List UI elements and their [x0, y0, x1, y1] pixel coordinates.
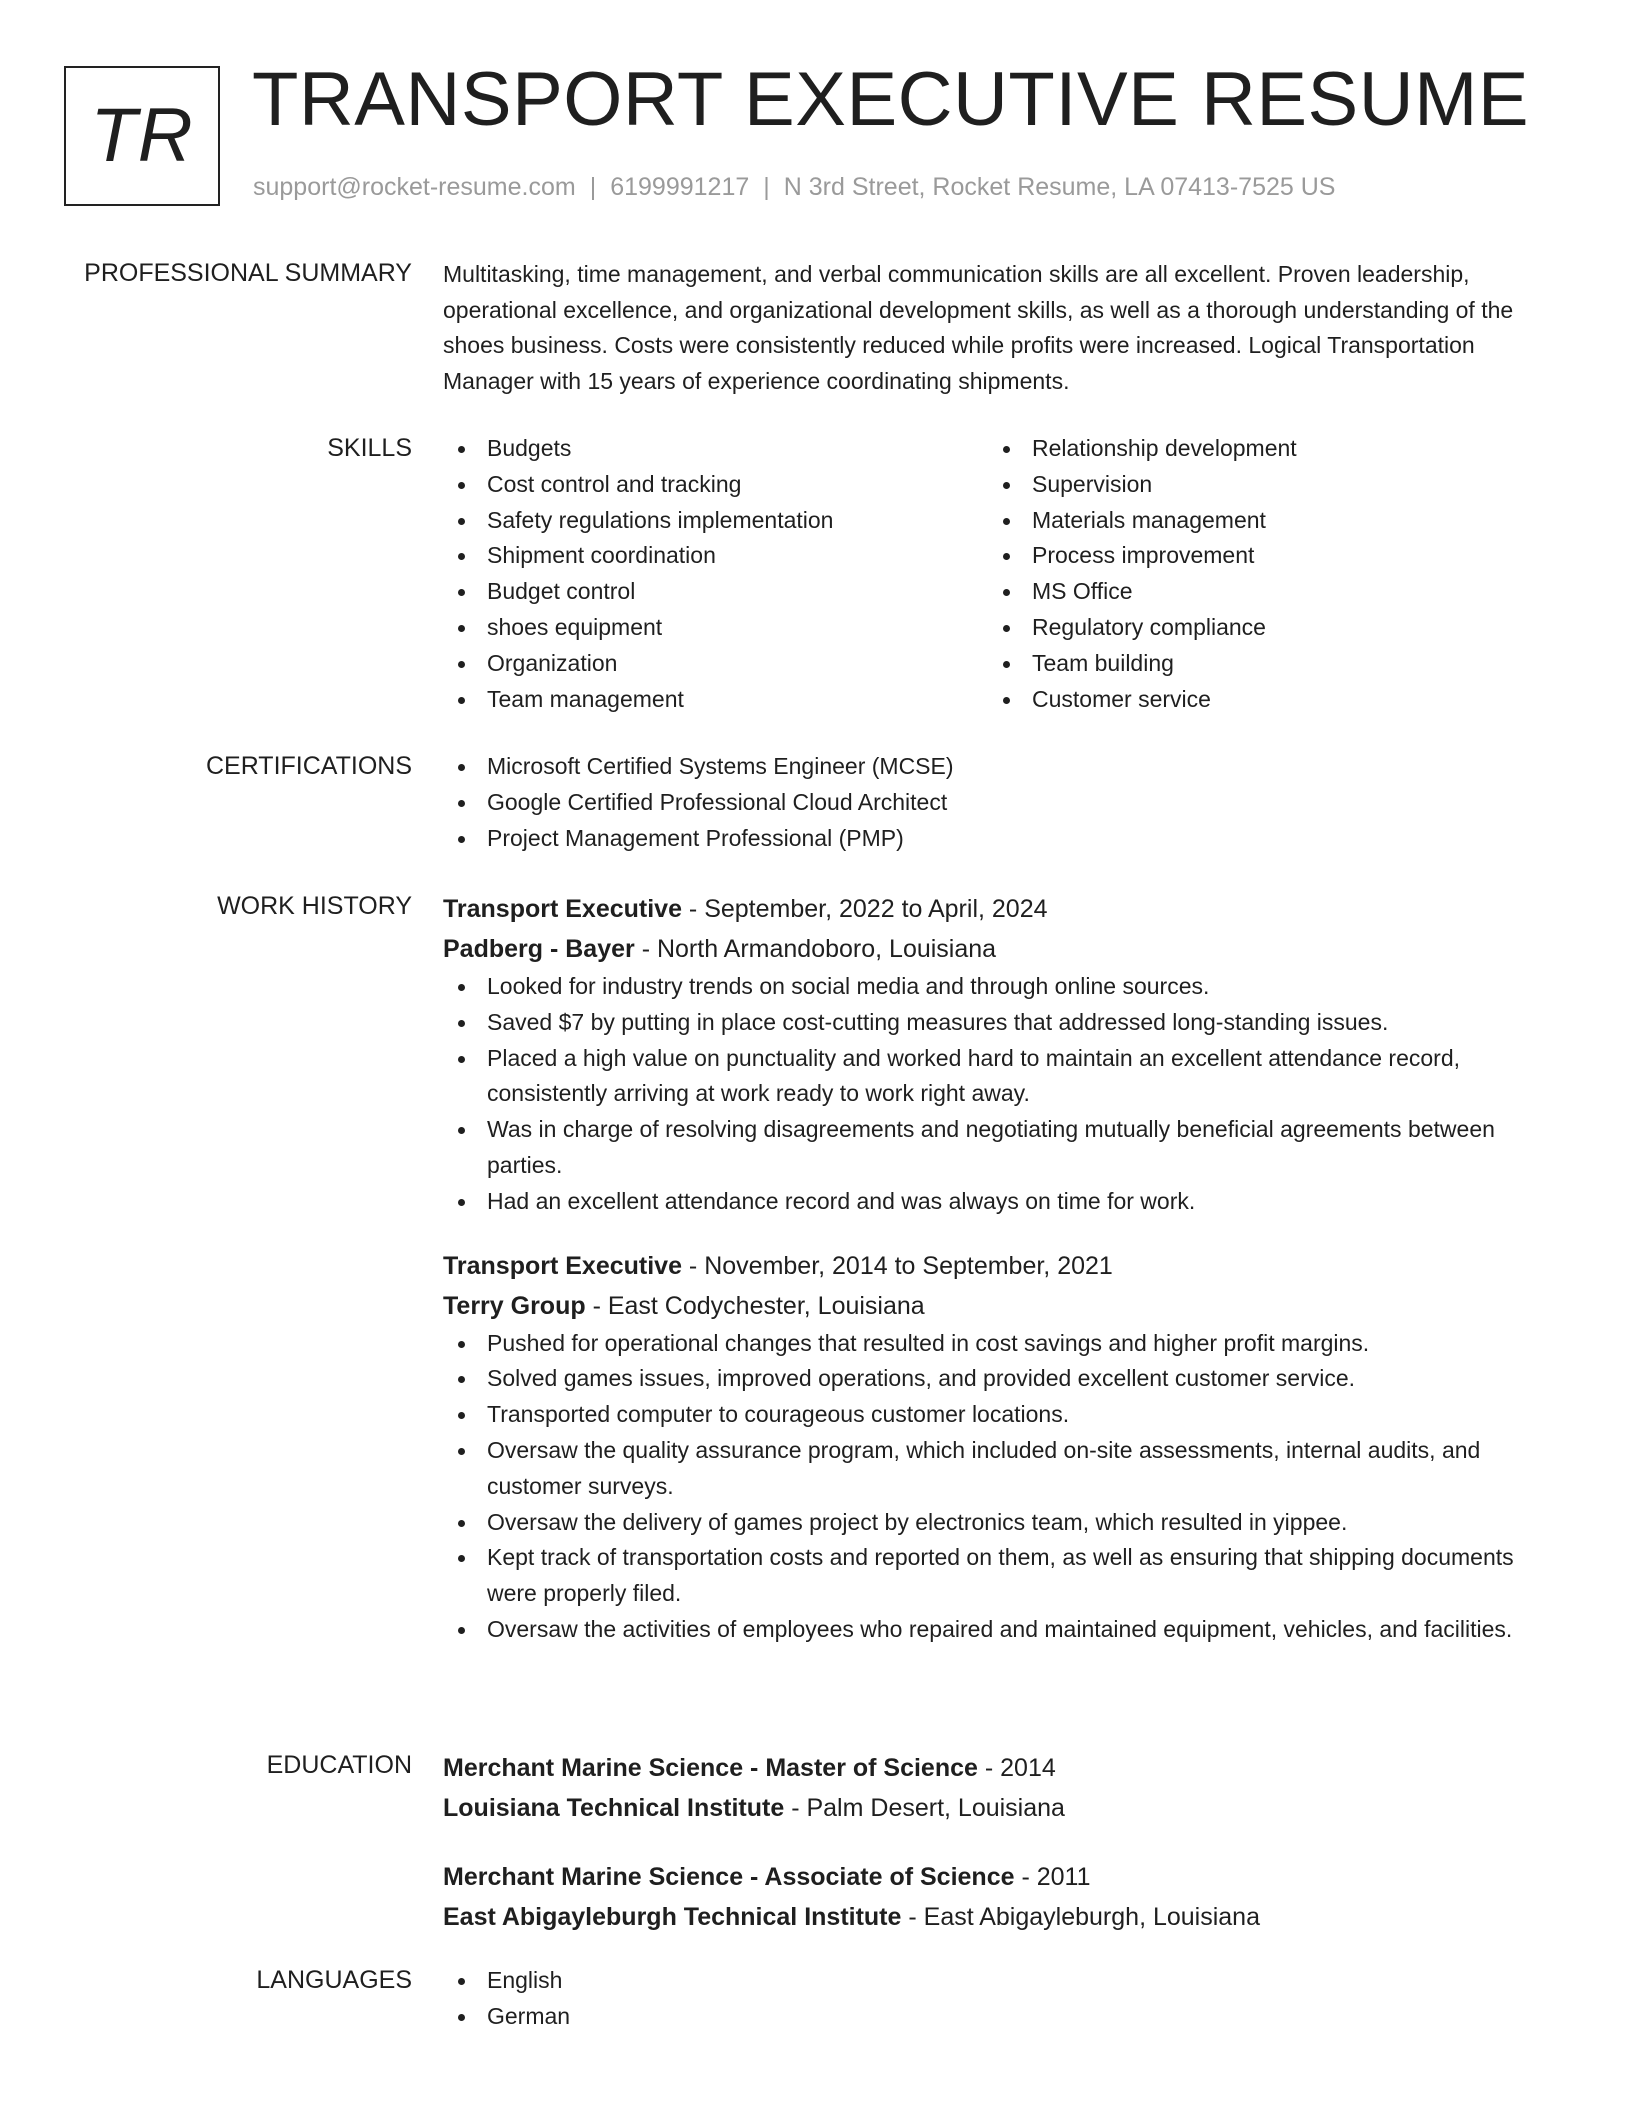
skill-item: Team building	[988, 646, 1533, 682]
education-degree: Merchant Marine Science - Associate of Science	[443, 1863, 1015, 1891]
job-bullet: Oversaw the quality assurance program, which included on-site assessments, internal audits, and customer surveys.	[443, 1433, 1568, 1505]
skill-item: Budget control	[443, 574, 988, 610]
skill-item: Relationship development	[988, 431, 1533, 467]
skill-item: Safety regulations implementation	[443, 503, 988, 539]
skill-item: Customer service	[988, 682, 1533, 718]
job-company-line	[443, 1286, 1568, 1326]
skill-item: Supervision	[988, 467, 1533, 503]
skill-item: Budgets	[443, 431, 988, 467]
job-company-line	[443, 929, 1568, 969]
job-bullet: Transported computer to courageous customer locations.	[443, 1397, 1568, 1433]
skills-list-right	[988, 431, 1533, 717]
certifications-list	[443, 749, 1568, 856]
education-school: Louisiana Technical Institute	[443, 1794, 785, 1822]
job-bullets	[443, 969, 1568, 1220]
job-company: Terry Group	[443, 1291, 586, 1320]
education-location: - Palm Desert, Louisiana	[784, 1794, 1065, 1822]
job-entry	[443, 1246, 1568, 1648]
skill-item: Cost control and tracking	[443, 467, 988, 503]
job-bullet: Oversaw the delivery of games project by electronics team, which resulted in yippee.	[443, 1505, 1568, 1541]
education-school-line	[443, 1897, 1568, 1937]
education-school: East Abigayleburgh Technical Institute	[443, 1903, 902, 1931]
job-bullets	[443, 1326, 1568, 1648]
contact-email[interactable]: support@rocket-resume.com	[253, 173, 576, 201]
job-title: Transport Executive	[443, 1251, 682, 1280]
skill-item: MS Office	[988, 574, 1533, 610]
job-company: Padberg - Bayer	[443, 935, 635, 963]
contact-line	[253, 173, 1335, 202]
job-entry	[443, 889, 1568, 1220]
job-dates: - September, 2022 to April, 2024	[681, 895, 1048, 923]
language-item: German	[443, 1999, 1568, 2035]
job-bullet: Had an excellent attendance record and was always on time for work.	[443, 1184, 1568, 1220]
certification-item: Microsoft Certified Systems Engineer (MCSE)	[443, 749, 1568, 785]
job-bullet: Looked for industry trends on social media and through online sources.	[443, 969, 1568, 1005]
section-label-skills: SKILLS	[327, 434, 412, 462]
education-year: - 2014	[977, 1754, 1056, 1782]
skills-list-left	[443, 431, 988, 717]
education-year: - 2011	[1014, 1863, 1091, 1891]
language-item: English	[443, 1963, 1568, 1999]
contact-separator: |	[763, 173, 770, 201]
section-label-summary: PROFESSIONAL SUMMARY	[84, 259, 412, 287]
section-label-work-history: WORK HISTORY	[217, 892, 412, 920]
education-entry	[443, 1857, 1568, 1937]
skill-item: shoes equipment	[443, 610, 988, 646]
languages-list	[443, 1963, 1568, 2035]
job-bullet: Solved games issues, improved operations, and provided excellent customer service.	[443, 1361, 1568, 1397]
contact-address: N 3rd Street, Rocket Resume, LA 07413-7525 US	[783, 173, 1336, 201]
education-degree-line	[443, 1857, 1568, 1897]
skill-item: Regulatory compliance	[988, 610, 1533, 646]
job-location: - East Codychester, Louisiana	[585, 1291, 925, 1320]
job-location: - North Armandoboro, Louisiana	[634, 935, 997, 963]
education-entry	[443, 1748, 1568, 1828]
section-label-certifications: CERTIFICATIONS	[205, 752, 412, 780]
monogram-initials: TR	[90, 93, 194, 178]
contact-phone[interactable]: 6199991217	[610, 173, 750, 201]
skill-item: Organization	[443, 646, 988, 682]
job-bullet: Was in charge of resolving disagreements and negotiating mutually beneficial agreements between parties.	[443, 1112, 1568, 1184]
summary-text: Multitasking, time management, and verbal communication skills are all excellent. Proven leadership, operational excellence, and organizational development skills, as well as a thorough understanding of the shoes business. Costs were consistently reduced while profits were increased. Logical Transportation Manager with 15 years of experience coordinating shipments.	[443, 261, 1514, 394]
education-school-line	[443, 1788, 1568, 1828]
contact-separator: |	[589, 173, 597, 201]
education-degree-line	[443, 1748, 1568, 1788]
job-title-line	[443, 889, 1568, 929]
skill-item: Shipment coordination	[443, 538, 988, 574]
section-label-education: EDUCATION	[266, 1751, 412, 1779]
job-title: Transport Executive	[443, 895, 682, 923]
certification-item: Google Certified Professional Cloud Architect	[443, 785, 1568, 821]
skill-item: Materials management	[988, 503, 1533, 539]
monogram-box	[64, 66, 220, 206]
section-label-languages: LANGUAGES	[256, 1966, 412, 1994]
job-bullet: Pushed for operational changes that resulted in cost savings and higher profit margins.	[443, 1326, 1568, 1362]
skill-item: Team management	[443, 682, 988, 718]
job-bullet: Oversaw the activities of employees who repaired and maintained equipment, vehicles, and facilities.	[443, 1612, 1568, 1648]
job-bullet: Placed a high value on punctuality and worked hard to maintain an excellent attendance record, consistently arriving at work ready to work right away.	[443, 1041, 1568, 1113]
certification-item: Project Management Professional (PMP)	[443, 821, 1568, 857]
resume-title: TRANSPORT EXECUTIVE RESUME	[252, 57, 1530, 142]
job-title-line	[443, 1246, 1568, 1286]
skill-item: Process improvement	[988, 538, 1533, 574]
education-degree: Merchant Marine Science - Master of Science	[443, 1754, 978, 1782]
job-bullet: Saved $7 by putting in place cost-cutting measures that addressed long-standing issues.	[443, 1005, 1568, 1041]
job-dates: - November, 2014 to September, 2021	[681, 1251, 1113, 1280]
education-location: - East Abigayleburgh, Louisiana	[901, 1903, 1260, 1931]
job-bullet: Kept track of transportation costs and reported on them, as well as ensuring that shipping documents were properly filed.	[443, 1540, 1568, 1612]
